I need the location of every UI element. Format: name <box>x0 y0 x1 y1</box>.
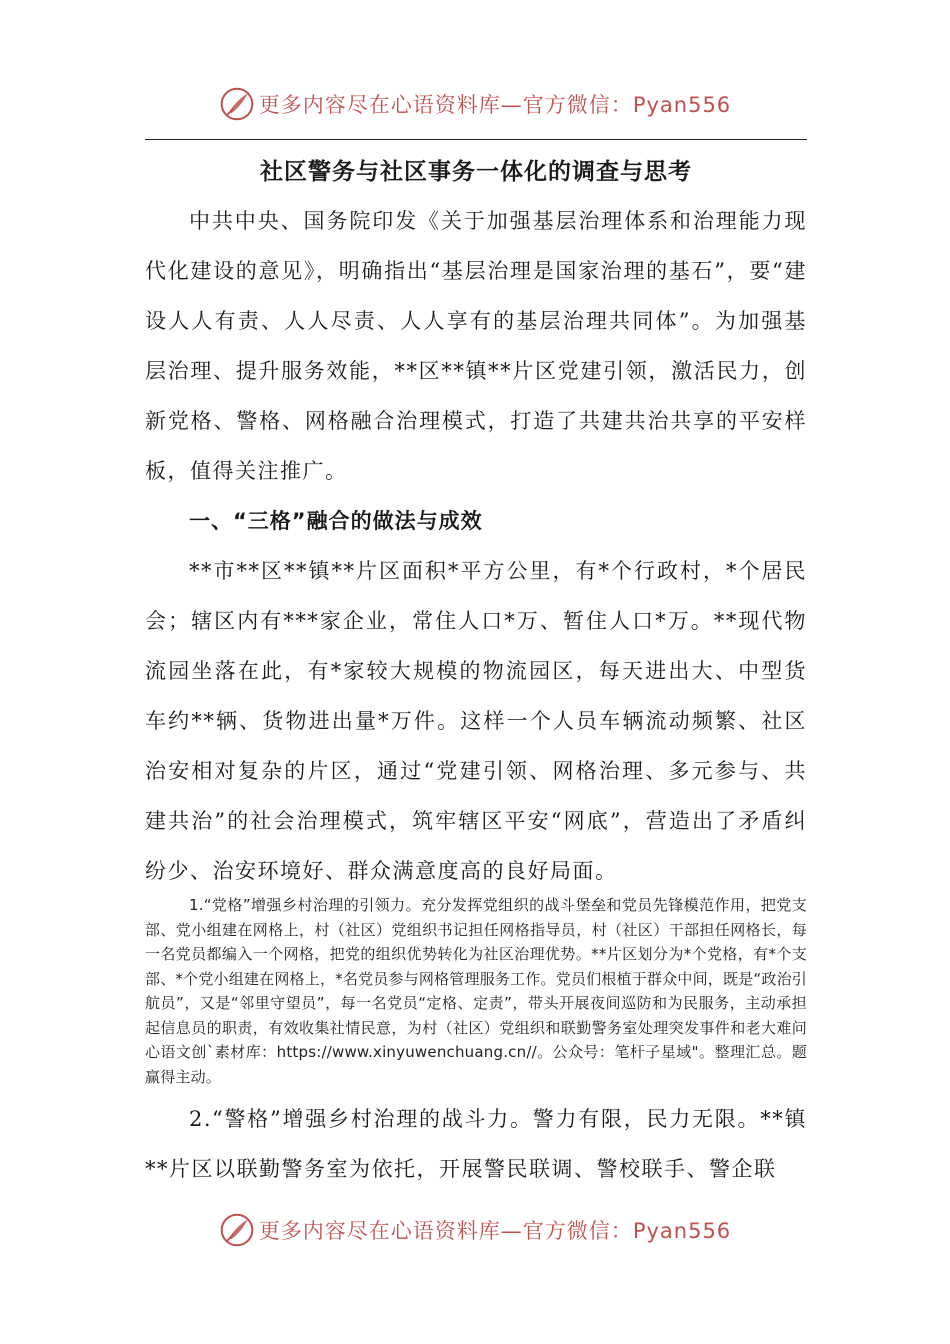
header-rule <box>145 139 807 140</box>
section-paragraph: **市**区**镇**片区面积*平方公里，有*个行政村，*个居民会；辖区内有***家企业，常住人口*万、暂住人口*万。**现代物流园坐落在此，有*家较大规模的物流园区，每天进出大、中型货车约**辆、货物进出量*万件。这样一个人员车辆流动频繁、社区治安相对复杂的片区，通过“党建引领、网格治理、多元参与、共建共治”的社会治理模式，筑牢辖区平安“网底”，营造出了矛盾纠纷少、治安环境好、群众满意度高的良好局面。 <box>145 559 807 883</box>
quill-pen-logo-icon <box>219 1212 255 1248</box>
intro-paragraph: 中共中央、国务院印发《关于加强基层治理体系和治理能力现代化建设的意见》，明确指出“基层治理是国家治理的基石”，要“建设人人有责、人人尽责、人人享有的基层治理共同体”。为加强基层治理、提升服务效能，**区**镇**片区党建引领，激活民力，创新党格、警格、网格融合治理模式，打造了共建共治共享的平安样板，值得关注推广。 <box>145 209 807 483</box>
item1-paragraph <box>145 893 807 1089</box>
watermark-header <box>0 84 950 124</box>
section-heading: 一、“三格”融合的做法与成效 <box>189 509 483 533</box>
item2-paragraph: 2.“警格”增强乡村治理的战斗力。警力有限，民力无限。**镇**片区以联勤警务室为依托，开展警民联调、警校联手、警企联 <box>145 1107 807 1181</box>
watermark-footer <box>0 1210 950 1250</box>
item1-text: 1.“党格”增强乡村治理的引领力。充分发挥党组织的战斗堡垒和党员先锋模范作用，把党支部、党小组建在网格上，村（社区）党组织书记担任网格指导员，村（社区）干部担任网格长，每一名党员都编入一个网格，把党的组织优势转化为社区治理优势。**片区划分为*个党格，有*个支部、*个党小组建在网格上，*名党员参与网格管理服务工作。党员们根植于群众中间，既是“政治引航员”，又是“邻里守望员”，每一名党员“定格、定责”，带头开展夜间巡防和为民服务，主动承担起信息员的职责，有效收集社情民意，为村（社区）党组织和联勤警务室处理突发事件和老大难问心语文创`素材库：https://www.xinyuwenchuang.cn//。公众号：笔杆子星域"。整理汇总。题赢得主动。 <box>145 896 807 1086</box>
watermark-text: 更多内容尽在心语资料库—官方微信：Pyan556 <box>258 1219 732 1243</box>
quill-pen-logo-icon <box>219 86 255 122</box>
document-title: 社区警务与社区事务一体化的调查与思考 <box>260 159 692 185</box>
watermark-text: 更多内容尽在心语资料库—官方微信：Pyan556 <box>258 93 732 117</box>
